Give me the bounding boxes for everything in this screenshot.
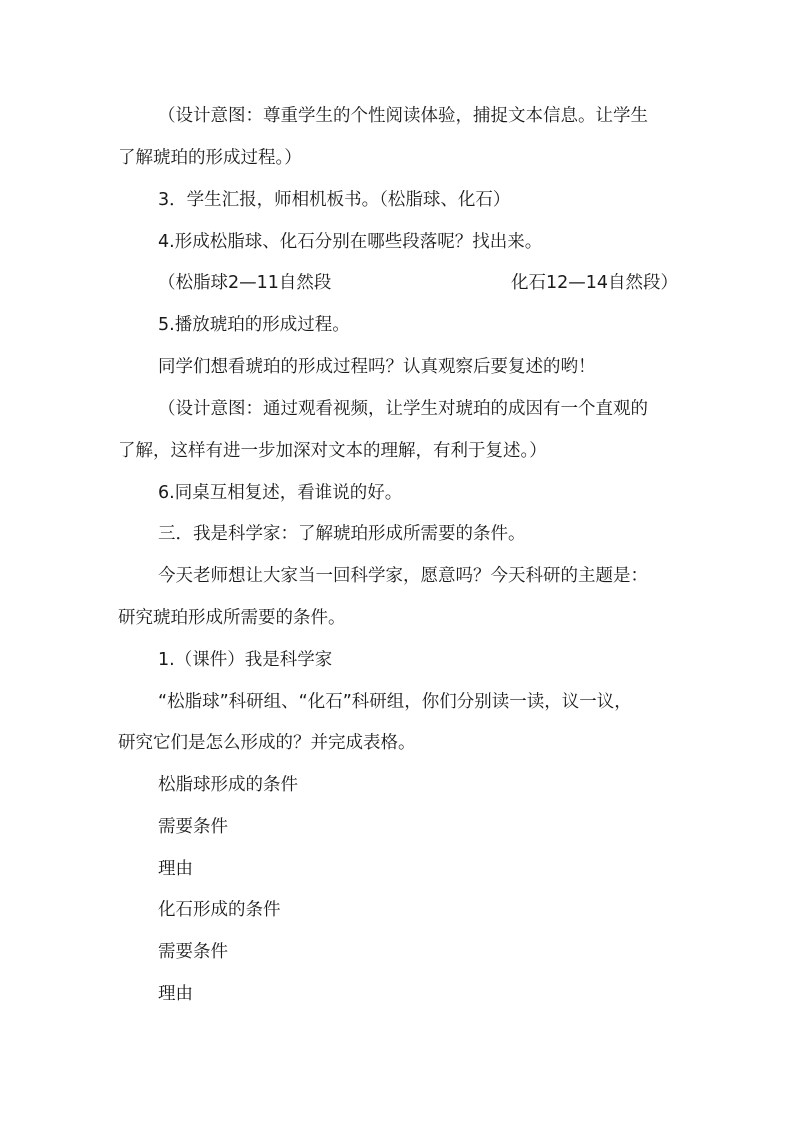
scientist-intro-line-2: 研究琥珀形成所需要的条件。 [118, 608, 346, 628]
design-intent-1-line-2: 了解琥珀的形成过程。） [118, 148, 302, 168]
step-4-question: 4.形成松脂球、化石分别在哪些段落呢？找出来。 [158, 232, 543, 252]
design-intent-2-line-1: （设计意图：通过观看视频，让学生对琥珀的成因有一个直观的 [158, 399, 648, 419]
research-groups-line-1: “松脂球”科研组、“化石”科研组，你们分别读一读，议一议， [158, 692, 632, 712]
research-groups-line-2: 研究它们是怎么形成的？并完成表格。 [118, 733, 416, 753]
scientist-intro-line-1: 今天老师想让大家当一回科学家，愿意吗？今天科研的主题是： [158, 566, 648, 586]
section-3-heading: 三．我是科学家：了解琥珀形成所需要的条件。 [158, 524, 526, 544]
video-prompt: 同学们想看琥珀的形成过程吗？认真观察后要复述的哟！ [158, 357, 596, 377]
design-intent-1-line-1: （设计意图：尊重学生的个性阅读体验，捕捉文本信息。让学生 [158, 106, 648, 126]
fossil-conditions-heading: 化石形成的条件 [158, 900, 281, 920]
fossil-range: 化石12—14自然段） [510, 273, 678, 293]
pine-resin-range: （松脂球2—11自然段 [158, 273, 332, 293]
pine-resin-conditions-heading: 松脂球形成的条件 [158, 775, 298, 795]
pine-resin-reason: 理由 [158, 859, 193, 879]
fossil-required-conditions: 需要条件 [158, 942, 228, 962]
courseware-item-1: 1.（课件）我是科学家 [158, 650, 333, 670]
design-intent-2-line-2: 了解，这样有进一步加深对文本的理解，有利于复述。） [118, 441, 547, 461]
paragraph-ranges [158, 271, 678, 295]
step-5-video: 5.播放琥珀的形成过程。 [158, 315, 350, 335]
step-6-retell: 6.同桌互相复述，看谁说的好。 [158, 483, 403, 503]
step-3-report: 3．学生汇报，师相机板书。（松脂球、化石） [158, 190, 511, 210]
fossil-reason: 理由 [158, 984, 193, 1004]
pine-resin-required-conditions: 需要条件 [158, 817, 228, 837]
